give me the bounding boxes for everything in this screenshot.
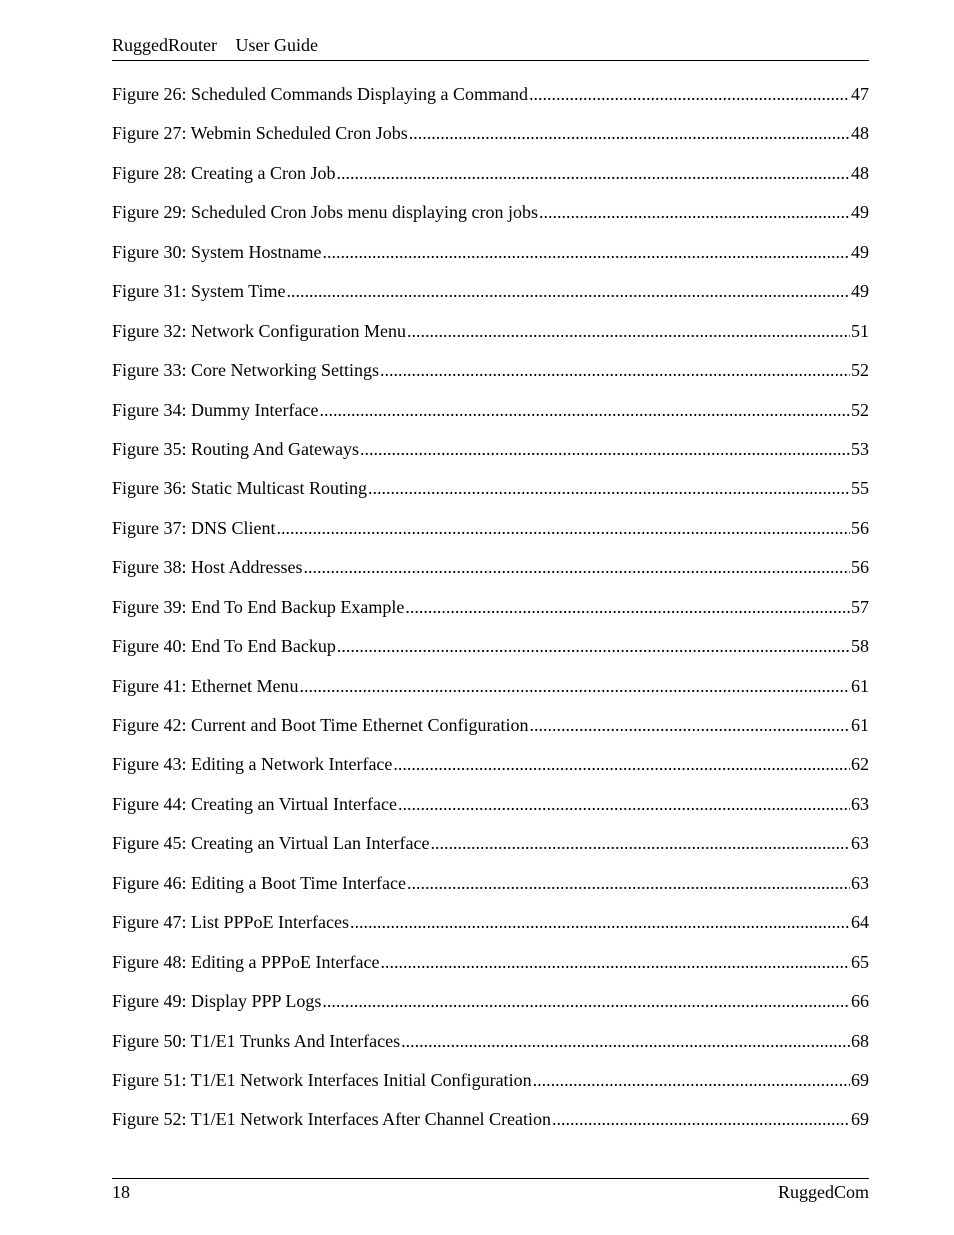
toc-entry[interactable]: [112, 279, 869, 318]
header-product: RuggedRouter: [112, 35, 217, 55]
toc-entry-page: 61: [851, 675, 869, 696]
toc-entry-page: 58: [851, 636, 869, 657]
toc-entry-page: 49: [851, 281, 869, 302]
toc-dot-leader: [360, 437, 850, 461]
toc-entry[interactable]: [112, 437, 869, 476]
toc-entry-page: 56: [851, 517, 869, 538]
toc-entry-title: Figure 28: Creating a Cron Job: [112, 162, 336, 183]
toc-dot-leader: [398, 792, 850, 816]
toc-dot-leader: [380, 950, 850, 974]
toc-entry-page: 49: [851, 202, 869, 223]
toc-dot-leader: [337, 634, 850, 658]
toc-entry-page: 52: [851, 360, 869, 381]
toc-entry-title: Figure 38: Host Addresses: [112, 557, 303, 578]
page-header: [112, 34, 869, 61]
toc-entry-title: Figure 33: Core Networking Settings: [112, 360, 379, 381]
toc-entry-title: Figure 34: Dummy Interface: [112, 399, 319, 420]
toc-entry-page: 61: [851, 715, 869, 735]
toc-dot-leader: [322, 989, 850, 1013]
toc-entry-page: 66: [851, 991, 869, 1012]
toc-dot-leader: [407, 319, 850, 343]
toc-entry-title: Figure 44: Creating an Virtual Interface: [112, 793, 397, 814]
toc-entry[interactable]: [112, 200, 869, 239]
footer-company: RuggedCom: [777, 1182, 869, 1202]
footer-page-number: 18: [112, 1182, 130, 1202]
header-doc-title: User Guide: [235, 35, 318, 55]
toc-entry-page: 63: [851, 793, 869, 814]
list-of-figures: [112, 82, 869, 1147]
toc-entry[interactable]: [112, 555, 869, 594]
toc-entry-page: 62: [851, 754, 869, 775]
toc-entry[interactable]: [112, 950, 869, 989]
toc-dot-leader: [533, 1068, 850, 1092]
toc-entry-page: 56: [851, 557, 869, 578]
toc-dot-leader: [401, 1029, 850, 1053]
toc-dot-leader: [336, 161, 850, 185]
toc-entry-title: Figure 52: T1/E1 Network Interfaces After Channel Creation: [112, 1109, 552, 1130]
toc-dot-leader: [323, 240, 851, 264]
toc-entry-title: Figure 35: Routing And Gateways: [112, 438, 359, 459]
toc-entry[interactable]: [112, 634, 869, 673]
toc-dot-leader: [407, 871, 850, 895]
toc-entry-page: 68: [851, 1030, 869, 1051]
toc-entry-title: Figure 50: T1/E1 Trunks And Interfaces: [112, 1030, 401, 1051]
toc-entry-title: Figure 40: End To End Backup: [112, 636, 336, 657]
toc-entry[interactable]: [112, 398, 869, 437]
toc-entry-title: Figure 26: Scheduled Commands Displaying a Command: [112, 84, 528, 104]
toc-entry-title: Figure 47: List PPPoE Interfaces: [112, 912, 349, 933]
toc-entry-page: 69: [851, 1069, 869, 1090]
toc-entry-page: 55: [851, 478, 869, 499]
toc-dot-leader: [393, 752, 850, 776]
toc-entry-title: Figure 30: System Hostname: [112, 241, 322, 262]
toc-entry[interactable]: [112, 871, 869, 910]
toc-entry-page: 49: [851, 241, 869, 262]
toc-entry[interactable]: [112, 674, 869, 713]
toc-entry[interactable]: [112, 121, 869, 160]
toc-entry[interactable]: [112, 161, 869, 200]
toc-dot-leader: [529, 82, 850, 106]
toc-entry-page: 48: [851, 123, 869, 144]
toc-entry-page: 65: [851, 951, 869, 972]
toc-dot-leader: [368, 476, 850, 500]
toc-entry[interactable]: [112, 792, 869, 831]
toc-dot-leader: [350, 910, 850, 934]
toc-entry-page: 57: [851, 596, 869, 617]
toc-entry-page: 48: [851, 162, 869, 183]
toc-entry[interactable]: [112, 516, 869, 555]
toc-entry-page: 63: [851, 833, 869, 854]
toc-dot-leader: [539, 200, 850, 224]
toc-entry-title: Figure 41: Ethernet Menu: [112, 675, 299, 696]
toc-dot-leader: [552, 1107, 850, 1131]
toc-dot-leader: [277, 516, 850, 540]
toc-entry[interactable]: [112, 1107, 869, 1146]
toc-entry-title: Figure 49: Display PPP Logs: [112, 991, 322, 1012]
toc-entry[interactable]: [112, 831, 869, 870]
toc-entry-title: Figure 45: Creating an Virtual Lan Interface: [112, 833, 430, 854]
toc-entry-page: 63: [851, 872, 869, 893]
toc-dot-leader: [304, 555, 851, 579]
toc-entry-page: 69: [851, 1109, 869, 1130]
toc-dot-leader: [430, 831, 850, 855]
toc-dot-leader: [287, 279, 850, 303]
toc-dot-leader: [380, 358, 850, 382]
toc-entry-title: Figure 29: Scheduled Cron Jobs menu displaying cron jobs: [112, 202, 538, 223]
toc-dot-leader: [299, 674, 850, 698]
toc-dot-leader: [405, 595, 850, 619]
toc-entry-page: 64: [851, 912, 869, 933]
toc-entry[interactable]: [112, 319, 869, 358]
toc-entry[interactable]: [112, 752, 869, 791]
toc-entry-title: Figure 39: End To End Backup Example: [112, 596, 405, 617]
toc-entry[interactable]: [112, 358, 869, 397]
toc-dot-leader: [529, 713, 850, 737]
toc-entry[interactable]: [112, 82, 869, 121]
toc-entry-title: Figure 43: Editing a Network Interface: [112, 754, 393, 775]
toc-entry-title: Figure 32: Network Configuration Menu: [112, 320, 406, 341]
toc-entry-page: 52: [851, 399, 869, 420]
toc-entry-title: Figure 31: System Time: [112, 281, 286, 302]
toc-entry-title: Figure 27: Webmin Scheduled Cron Jobs: [112, 123, 408, 144]
toc-entry[interactable]: [112, 1029, 869, 1068]
page-footer: [112, 1178, 869, 1204]
toc-dot-leader: [319, 398, 850, 422]
toc-entry[interactable]: [112, 989, 869, 1028]
toc-entry-title: Figure 42: Current and Boot Time Ethernet Configuration: [112, 715, 529, 735]
toc-entry-page: 53: [851, 438, 869, 459]
toc-entry[interactable]: [112, 1068, 869, 1107]
toc-entry[interactable]: [112, 476, 869, 515]
toc-entry[interactable]: [112, 713, 869, 752]
toc-entry[interactable]: [112, 595, 869, 634]
toc-entry-title: Figure 46: Editing a Boot Time Interface: [112, 872, 406, 893]
toc-entry-title: Figure 37: DNS Client: [112, 517, 276, 538]
toc-entry-page: 47: [851, 84, 869, 104]
toc-entry[interactable]: [112, 910, 869, 949]
toc-dot-leader: [409, 121, 850, 145]
toc-entry-title: Figure 36: Static Multicast Routing: [112, 478, 367, 499]
toc-entry-title: Figure 48: Editing a PPPoE Interface: [112, 951, 380, 972]
toc-entry-page: 51: [851, 320, 869, 341]
toc-entry-title: Figure 51: T1/E1 Network Interfaces Initial Configuration: [112, 1069, 532, 1090]
toc-entry[interactable]: [112, 240, 869, 279]
